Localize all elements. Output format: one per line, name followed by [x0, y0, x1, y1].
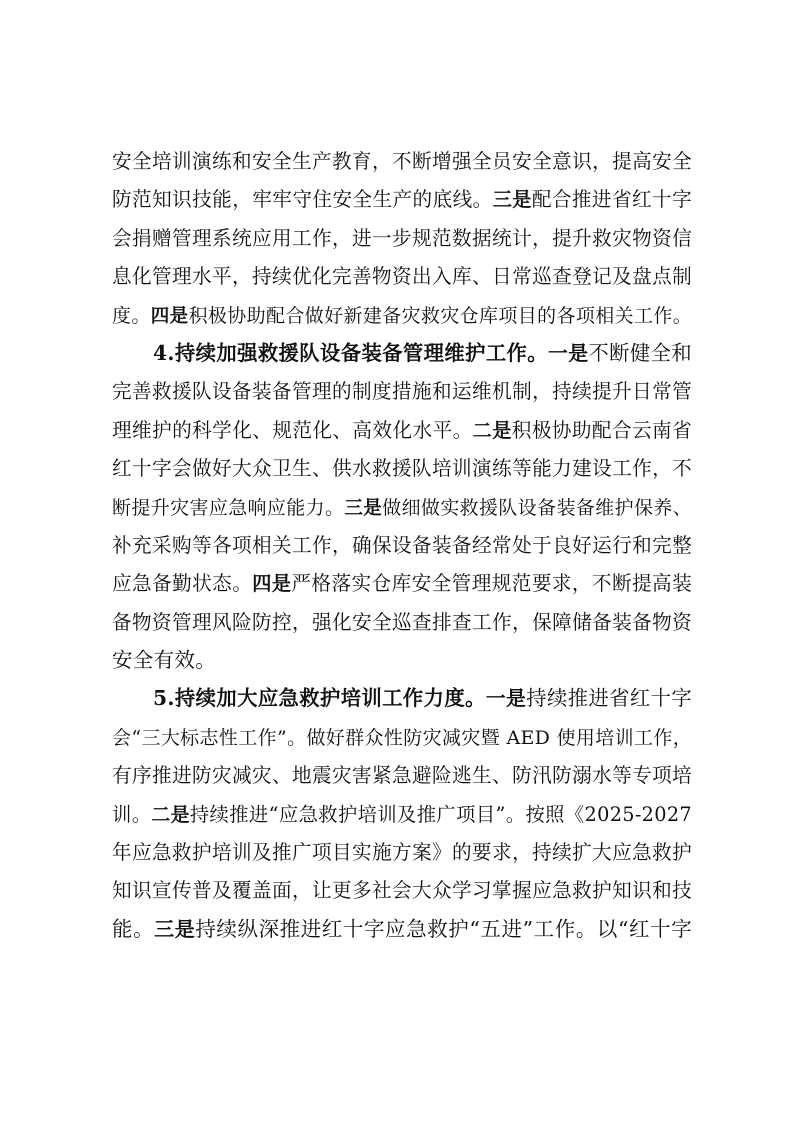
paragraph-line [112, 449, 692, 487]
text-segment: 持续推进省红十字 [526, 686, 692, 711]
emphasis-label: 四是 [252, 572, 292, 596]
paragraph-line [112, 526, 692, 564]
text-segment: 知识宣传普及覆盖面，让更多社会大众学习掌握应急救护知识和技 [112, 879, 692, 903]
emphasis-label: 一是 [485, 687, 527, 711]
text-segment: 补充采购等各项相关工作，确保设备装备经常处于良好运行和完整 [112, 533, 692, 557]
paragraph-line [112, 488, 692, 526]
paragraph-line [112, 641, 692, 679]
text-segment: 有序推进防灾减灾、地震灾害紧急避险逃生、防汛防溺水等专项培 [112, 764, 692, 788]
text-segment: 备物资管理风险防控，强化安全巡查排查工作，保障储备装备物资 [112, 610, 692, 634]
paragraph-line [112, 795, 692, 833]
paragraph-line [112, 833, 692, 871]
text-segment: 完善救援队设备装备管理的制度措施和运维机制，持续提升日常管 [112, 380, 692, 404]
emphasis-label: 四是 [150, 305, 189, 327]
text-segment: 会“三大标志性工作”。做好群众性防灾减灾暨 AED 使用培训工作， [112, 726, 692, 749]
text-segment: 配合推进省红十字 [531, 188, 693, 212]
text-segment: 息化管理水平，持续优化完善物资出入库、日常巡查登记及盘点制 [112, 265, 692, 289]
paragraph-line [112, 871, 692, 909]
emphasis-label: 二是 [472, 418, 512, 442]
paragraph-line [112, 411, 692, 449]
paragraph-line [112, 910, 692, 948]
text-segment: 积极协助配合云南省 [511, 418, 692, 442]
section-heading-line [112, 679, 692, 717]
emphasis-label: 一是 [548, 341, 589, 365]
text-segment: 能。 [112, 916, 155, 941]
text-segment: 持续推进“应急救护培训及推广项目”。按照《2025-2027 [189, 802, 692, 826]
text-segment: 安全有效。 [112, 648, 216, 673]
emphasis-label: 三是 [344, 497, 383, 519]
text-segment: 应急备勤状态。 [112, 572, 253, 596]
text-segment: 严格落实仓库安全管理规范要求，不断提高装 [291, 572, 692, 596]
text-segment: 度。 [112, 304, 151, 327]
text-segment: 会捐赠管理系统应用工作，进一步规范数据统计，提升救灾物资信 [112, 226, 692, 250]
paragraph-line [112, 718, 692, 756]
section-heading: 5.持续加大应急救护培训工作力度。 [153, 686, 486, 711]
text-segment: 持续纵深推进红十字应急救护“五进”工作。以“红十字 [195, 916, 692, 941]
section-heading-line [112, 334, 692, 372]
text-segment: 红十字会做好大众卫生、供水救援队培训演练等能力建设工作，不 [112, 457, 692, 481]
paragraph-line [112, 603, 692, 641]
text-segment: 不断健全和 [588, 340, 692, 365]
body-text [112, 142, 692, 948]
paragraph-line [112, 372, 692, 410]
text-segment: 理维护的科学化、规范化、高效化水平。 [112, 418, 473, 442]
emphasis-label: 三是 [492, 188, 532, 212]
emphasis-label: 二是 [151, 804, 190, 826]
paragraph-line [112, 219, 692, 257]
emphasis-label: 三是 [154, 916, 196, 941]
text-segment: 年应急救护培训及推广项目实施方案》的要求，持续扩大应急救护 [112, 841, 692, 865]
text-segment: 积极协助配合做好新建备灾救灾仓库项目的各项相关工作。 [188, 304, 692, 327]
paragraph-line [112, 257, 692, 295]
text-segment: 防范知识技能，牢牢守住安全生产的底线。 [112, 188, 493, 212]
text-segment: 做细做实救援队设备装备维护保养、 [382, 496, 692, 519]
text-segment: 训。 [112, 802, 152, 826]
paragraph-line [112, 756, 692, 794]
text-segment: 安全培训演练和安全生产教育，不断增强全员安全意识，提高安全 [112, 150, 692, 173]
paragraph-line [112, 142, 692, 180]
paragraph-line [112, 564, 692, 602]
paragraph-line [112, 296, 692, 334]
section-heading: 4.持续加强救援队设备装备管理维护工作。 [153, 340, 548, 365]
text-segment: 断提升灾害应急响应能力。 [112, 496, 345, 519]
paragraph-line [112, 180, 692, 218]
